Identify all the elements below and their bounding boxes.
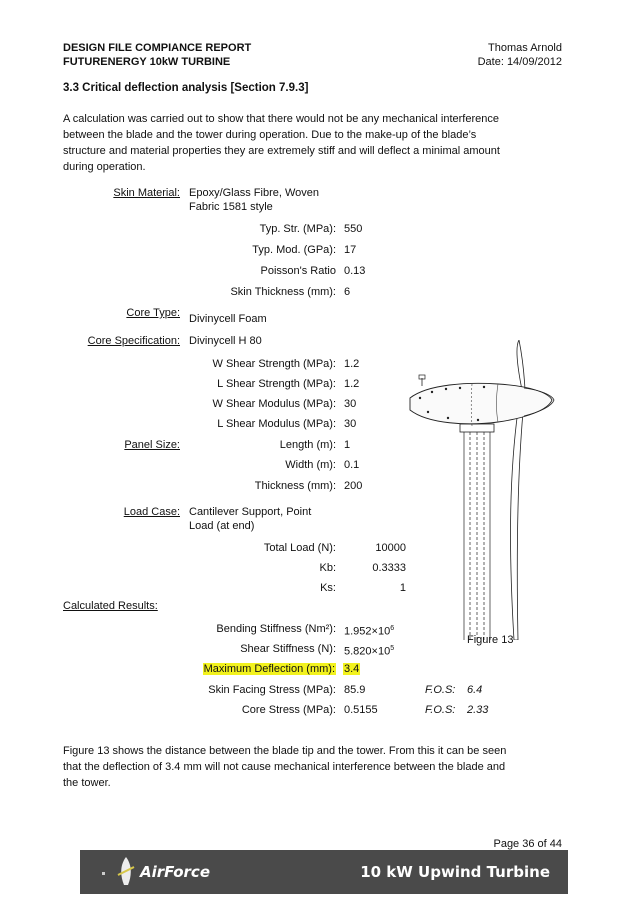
prop-key: Total Load (N): <box>263 542 336 554</box>
prop-value: 30 <box>344 418 357 430</box>
intro-line-3: structure and material properties they are extremely stiff and will deflect a minimal amount <box>63 145 500 157</box>
figure-caption: Figure 13 <box>467 634 514 646</box>
prop-value: 1.2 <box>344 378 360 390</box>
author: Thomas Arnold <box>488 42 562 54</box>
intro-line-4: during operation. <box>63 161 146 173</box>
prop-key: W Shear Strength (MPa): <box>212 358 336 370</box>
prop-value: 200 <box>344 480 363 492</box>
core-type-label: Core Type: <box>126 307 180 319</box>
skin-stress-key: Skin Facing Stress (MPa): <box>208 684 336 696</box>
prop-key: Thickness (mm): <box>254 480 336 492</box>
core-spec-value: Divinycell H 80 <box>189 335 262 347</box>
core-stress-value: 0.5155 <box>344 704 378 716</box>
wind-turbine-figure <box>398 340 570 640</box>
prop-key: Typ. Mod. (GPa): <box>252 244 336 256</box>
closing-line-2: that the deflection of 3.4 mm will not cause mechanical interference between the blade and <box>63 761 506 773</box>
load-case-label: Load Case: <box>123 506 180 518</box>
bending-stiffness-key: Bending Stiffness (Nm²): <box>216 623 336 635</box>
bending-stiffness-value: $1.952\times 10^6$ <box>344 625 395 638</box>
core-spec-label: Core Specification: <box>87 335 180 347</box>
page-number: Page 36 of 44 <box>493 838 562 850</box>
prop-value: 0.13 <box>344 265 366 277</box>
intro-line-1: A calculation was carried out to show that there would not be any mechanical interference <box>63 113 499 125</box>
footer-product-title: 10 kW Upwind Turbine <box>360 863 550 881</box>
shear-stiffness-key: Shear Stiffness (N): <box>240 643 336 655</box>
prop-key: Kb: <box>319 562 336 574</box>
skin-fos-value: 6.4 <box>467 684 483 696</box>
skin-material-value-1: Epoxy/Glass Fibre, Woven <box>189 187 320 199</box>
closing-line-1: Figure 13 shows the distance between the blade tip and the tower. From this it can be seen <box>63 745 507 757</box>
calculated-results-label: Calculated Results: <box>63 600 158 612</box>
prop-value: 6 <box>344 286 351 298</box>
load-case-value-1: Cantilever Support, Point <box>189 506 312 518</box>
prop-key: Typ. Str. (MPa): <box>259 223 336 235</box>
skin-fos-key: F.O.S: <box>425 684 456 696</box>
load-case-value-2: Load (at end) <box>189 520 255 532</box>
section-title: 3.3 Critical deflection analysis [Section 7.9.3] <box>63 82 309 94</box>
airforce-logo-icon <box>114 855 138 889</box>
report-title-line1: DESIGN FILE COMPIANCE REPORT <box>63 42 252 54</box>
prop-key: Width (m): <box>285 459 336 471</box>
footer-dot <box>102 872 105 875</box>
footer-band <box>80 850 568 894</box>
prop-value: 0.3333 <box>372 562 406 574</box>
prop-key: Poisson's Ratio <box>260 265 336 277</box>
prop-key: L Shear Strength (MPa): <box>217 378 336 390</box>
core-type-value: Divinycell Foam <box>189 313 267 325</box>
prop-value: 10000 <box>375 542 406 554</box>
panel-size-label: Panel Size: <box>124 439 180 451</box>
prop-key: L Shear Modulus (MPa): <box>217 418 336 430</box>
prop-key: Length (m): <box>279 439 336 451</box>
prop-value: 1 <box>399 582 406 594</box>
tower <box>464 432 490 640</box>
prop-key: Skin Thickness (mm): <box>230 286 336 298</box>
max-deflection-value: 3.4 <box>344 663 360 675</box>
prop-value: 30 <box>344 398 357 410</box>
prop-value: 17 <box>344 244 357 256</box>
core-fos-key: F.O.S: <box>425 704 456 716</box>
prop-value: 550 <box>344 223 363 235</box>
core-stress-key: Core Stress (MPa): <box>241 704 336 716</box>
shear-stiffness-value: $5.820\times 10^5$ <box>344 645 395 658</box>
report-title-line2: FUTURENERGY 10kW TURBINE <box>63 56 231 68</box>
core-fos-value: 2.33 <box>467 704 489 716</box>
prop-key: Ks: <box>320 582 336 594</box>
skin-material-value-2: Fabric 1581 style <box>189 201 273 213</box>
report-date: Date: 14/09/2012 <box>477 56 562 68</box>
upper-blade <box>517 340 525 390</box>
closing-line-3: the tower. <box>63 777 111 789</box>
skin-material-label: Skin Material: <box>113 187 180 199</box>
intro-line-2: between the blade and the tower during operation. Due to the make-up of the blade’s <box>63 129 477 141</box>
prop-value: 1 <box>344 439 351 451</box>
skin-stress-value: 85.9 <box>344 684 366 696</box>
prop-value: 0.1 <box>344 459 360 471</box>
lower-blade <box>511 410 523 640</box>
max-deflection-key: Maximum Deflection (mm): <box>203 663 335 675</box>
brand-logo-text: AirForce <box>140 863 210 881</box>
prop-value: 1.2 <box>344 358 360 370</box>
prop-key: W Shear Modulus (MPa): <box>212 398 336 410</box>
